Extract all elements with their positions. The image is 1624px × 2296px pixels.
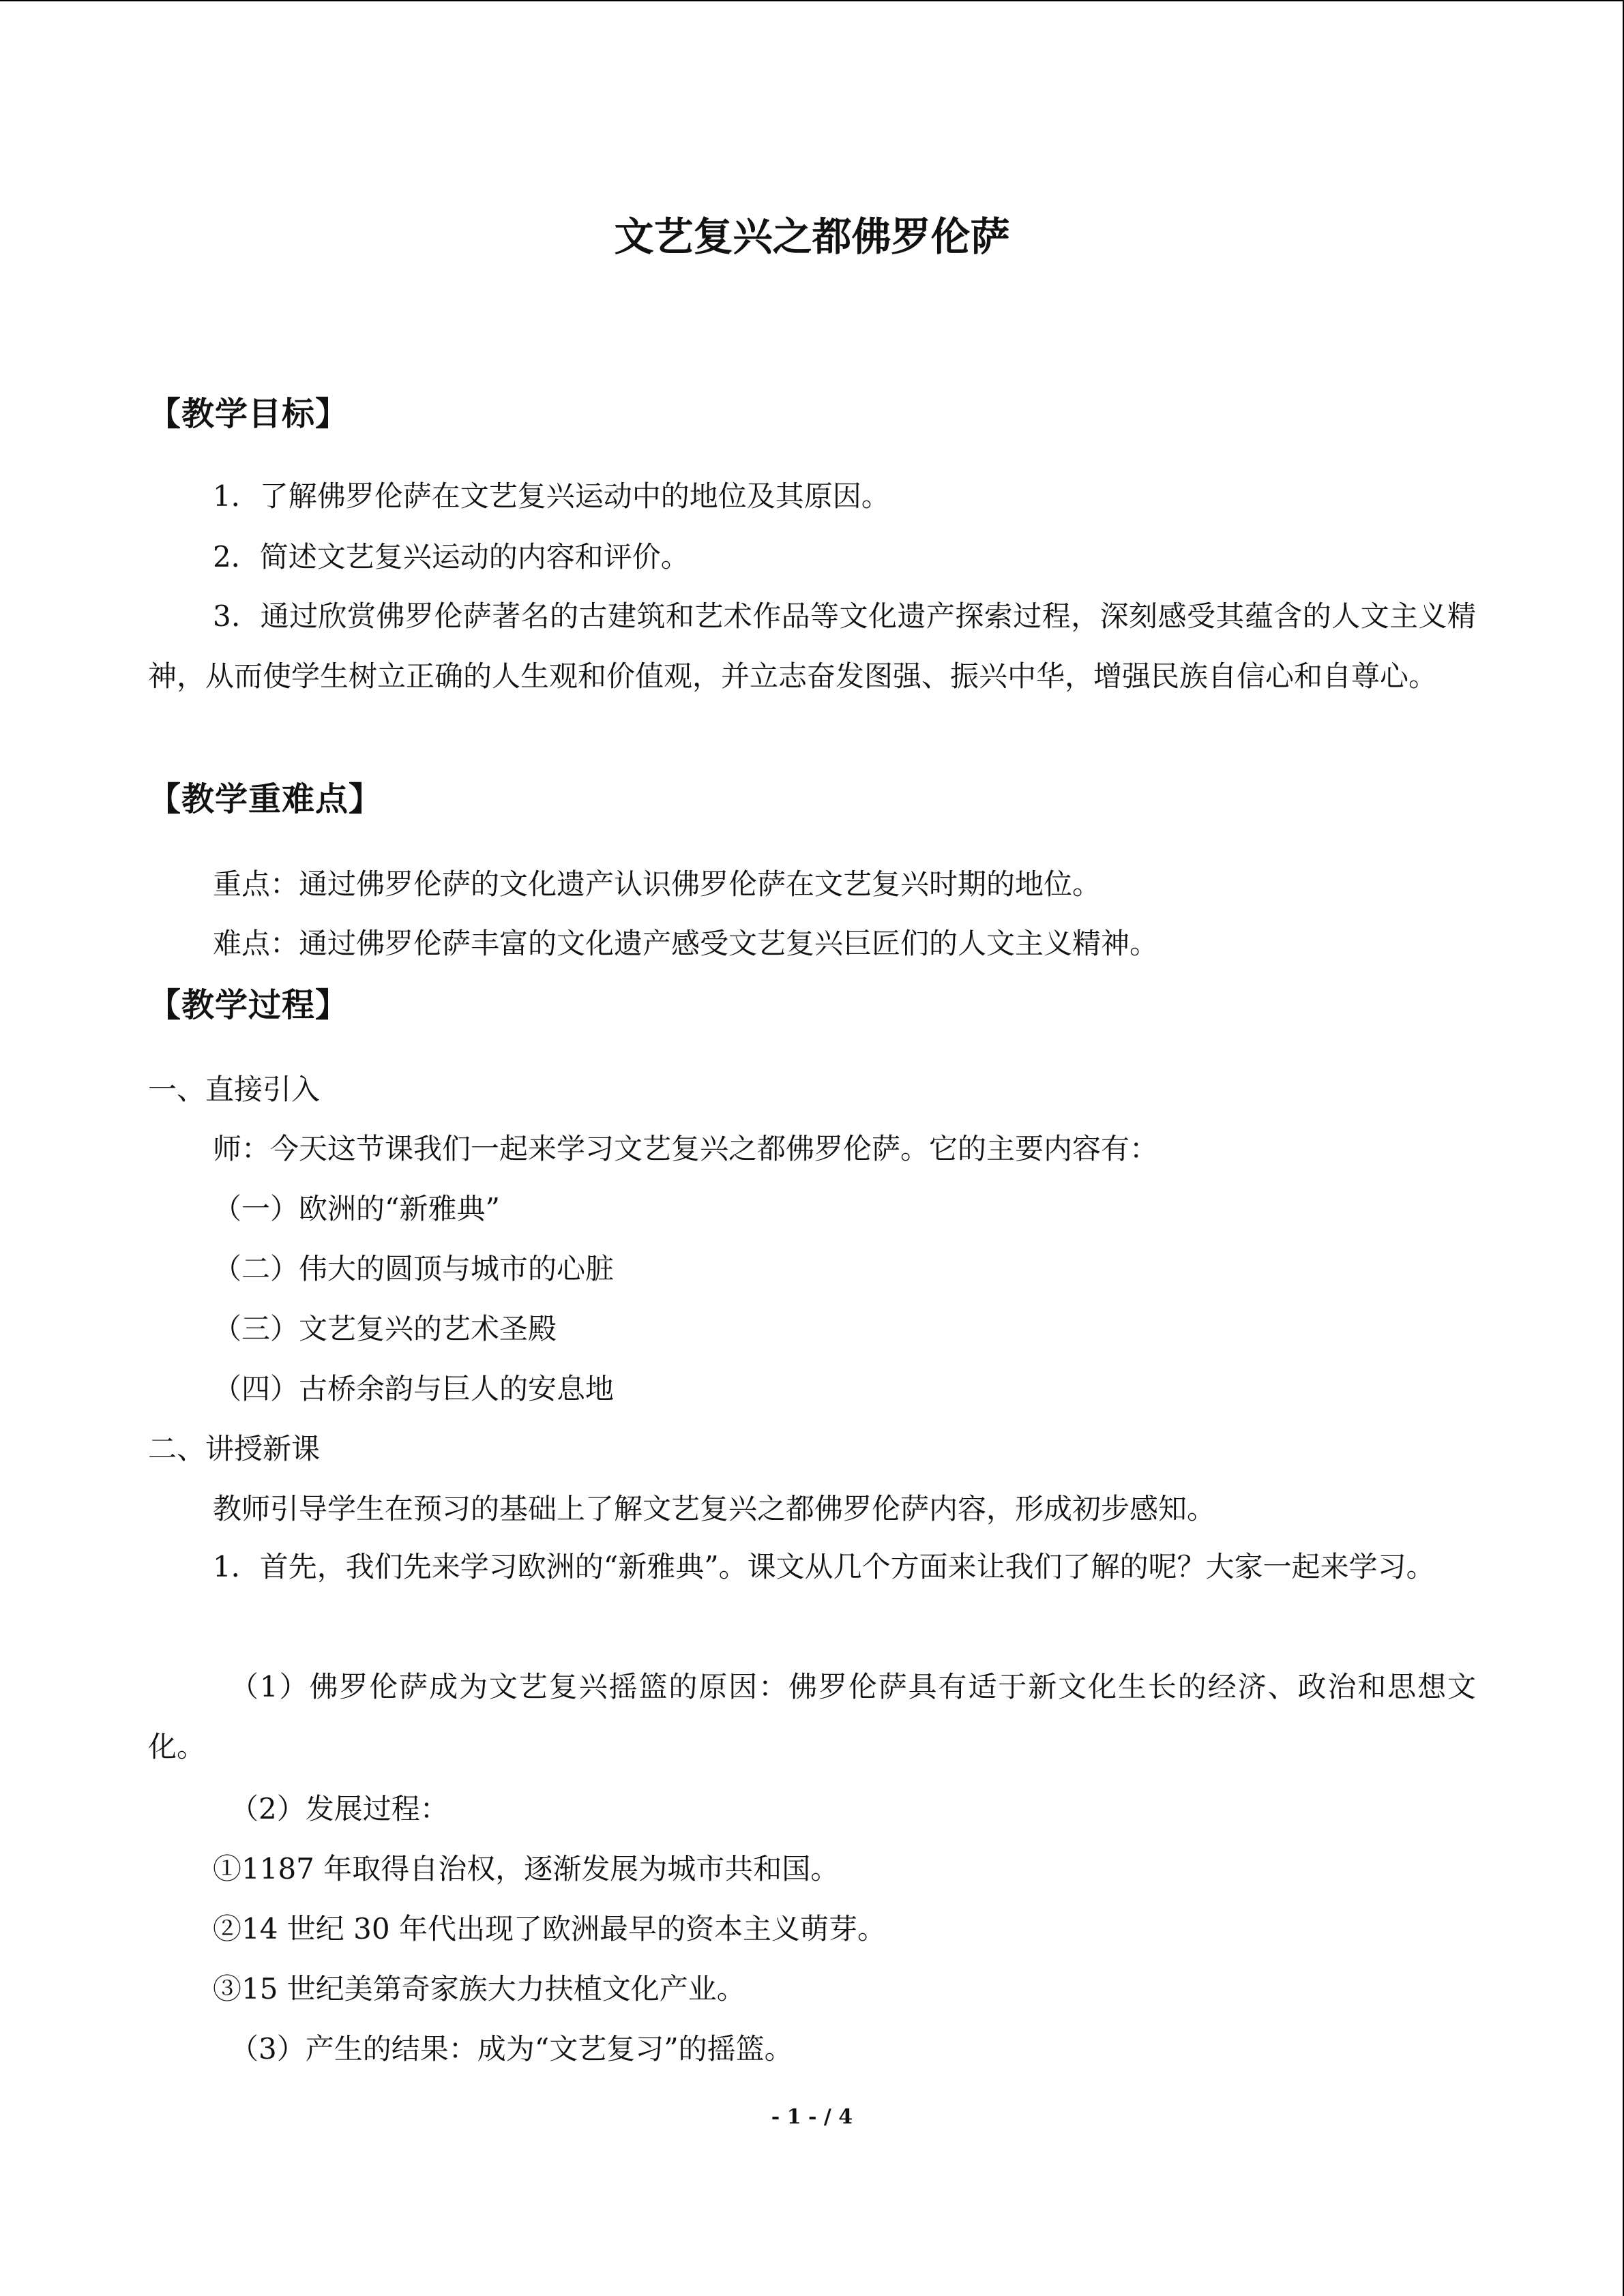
development-step: ③15 世纪美第奇家族大力扶植文化产业。 <box>213 1972 745 2006</box>
part2-paragraph-3: （2）发展过程： <box>230 1792 449 1825</box>
part2-paragraph-2: （1）佛罗伦萨成为文艺复兴摇篮的原因：佛罗伦萨具有适于新文化生长的经济、政治和思想文化。 <box>148 1670 1476 1763</box>
document-title: 文艺复兴之都佛罗伦萨 <box>614 213 1010 260</box>
development-step: ①1187 年取得自治权，逐渐发展为城市共和国。 <box>213 1852 840 1885</box>
content-list-item: （二）伟大的圆顶与城市的心脏 <box>213 1252 615 1285</box>
content-list-item: （三）文艺复兴的艺术圣殿 <box>213 1312 557 1345</box>
part2-intro: 教师引导学生在预习的基础上了解文艺复兴之都佛罗伦萨内容，形成初步感知。 <box>213 1492 1216 1525</box>
difficult-point-item: 难点：通过佛罗伦萨丰富的文化遗产感受文艺复兴巨匠们的人文主义精神。 <box>213 927 1159 960</box>
process-heading: 【教学过程】 <box>148 986 349 1024</box>
objective-item-2: 2．简述文艺复兴运动的内容和评价。 <box>213 540 690 573</box>
content-list-item: （一）欧洲的“新雅典” <box>213 1192 500 1225</box>
page-number: - 1 - / 4 <box>771 2105 853 2129</box>
part1-heading: 一、直接引入 <box>148 1073 321 1106</box>
part2-heading: 二、讲授新课 <box>148 1432 321 1465</box>
part2-paragraph-1: 1．首先，我们先来学习欧洲的“新雅典”。课文从几个方面来让我们了解的呢？大家一起来学习。 <box>213 1550 1435 1583</box>
development-step: ②14 世纪 30 年代出现了欧洲最早的资本主义萌芽。 <box>213 1912 886 1945</box>
key-point-item: 重点：通过佛罗伦萨的文化遗产认识佛罗伦萨在文艺复兴时期的地位。 <box>213 867 1102 901</box>
objectives-heading: 【教学目标】 <box>148 395 349 433</box>
objective-item-3: 3．通过欣赏佛罗伦萨著名的古建筑和艺术作品等文化遗产探索过程，深刻感受其蕴含的人文主义精神，从而使学生树立正确的人生观和价值观，并立志奋发图强、振兴中华，增强民族自信心和自尊心。 <box>148 599 1476 693</box>
part1-intro: 师：今天这节课我们一起来学习文艺复兴之都佛罗伦萨。它的主要内容有： <box>213 1132 1159 1165</box>
key-points-heading: 【教学重难点】 <box>148 780 383 818</box>
objective-item-1: 1．了解佛罗伦萨在文艺复兴运动中的地位及其原因。 <box>213 479 890 513</box>
content-list-item: （四）古桥余韵与巨人的安息地 <box>213 1372 615 1405</box>
part2-paragraph-4: （3）产生的结果：成为“文艺复习”的摇篮。 <box>230 2032 793 2066</box>
